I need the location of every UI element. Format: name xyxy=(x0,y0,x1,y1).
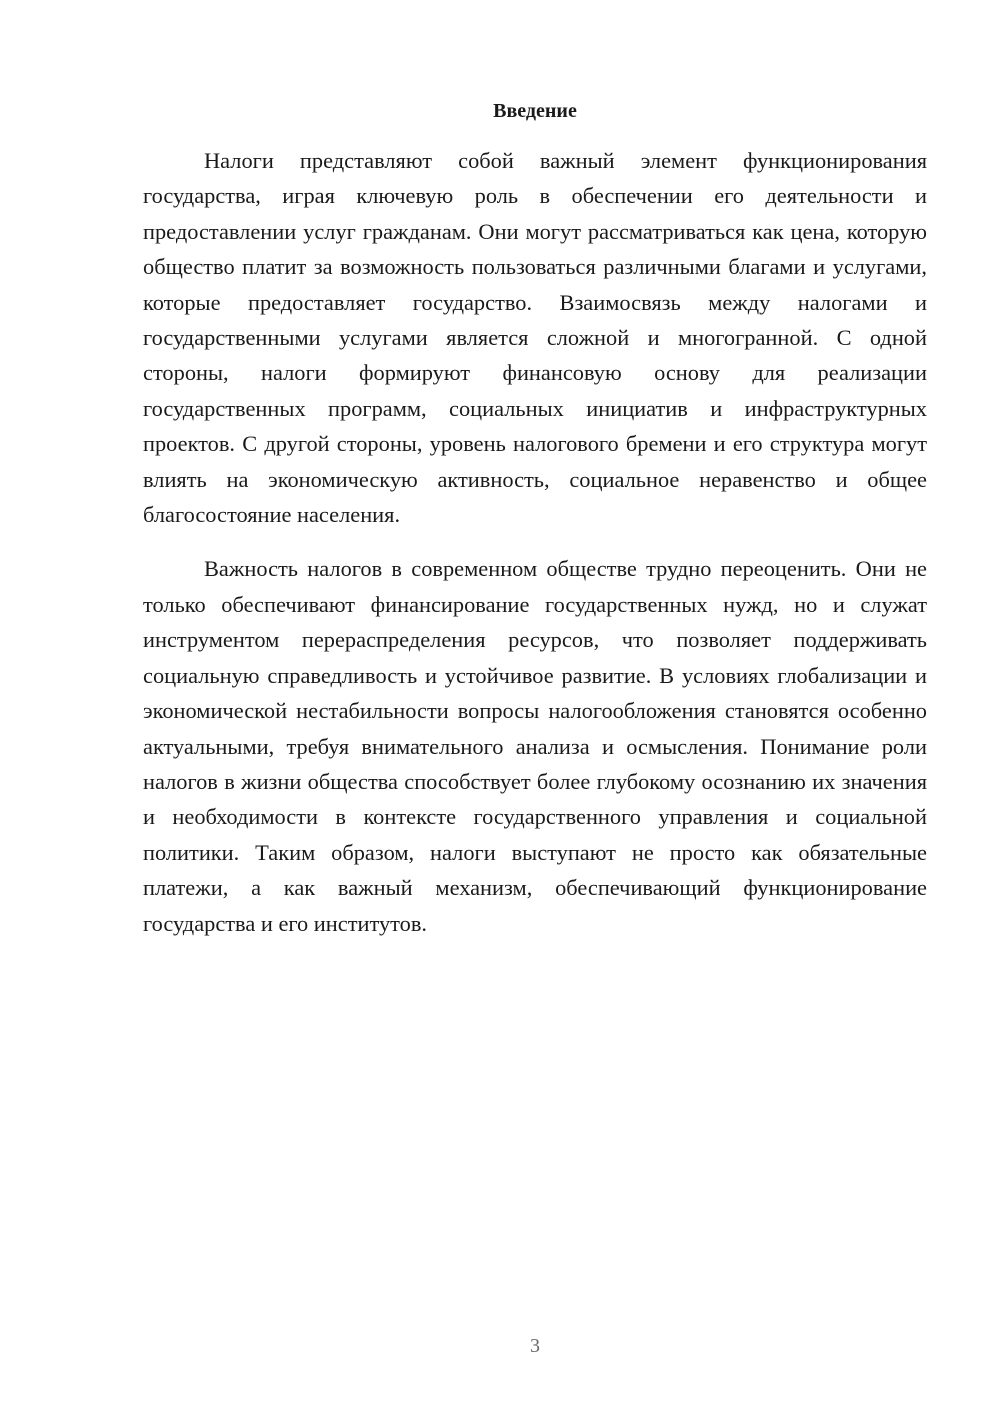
paragraph-2: Важность налогов в современном обществе трудно переоценить. Они не только обеспечивают финансирование государственных нужд, но и служат инструментом перераспределения ресурсов, что позволяет поддерживать социальную справедливость и устойчивое развитие. В условиях глобализации и экономической нестабильности вопросы налогообложения становятся особенно актуальными, требуя внимательного анализа и осмысления. Понимание роли налогов в жизни общества способствует более глубокому осознанию их значения и необходимости в контексте государственного управления и социальной политики. Таким образом, налоги выступают не просто как обязательные платежи, а как важный механизм, обеспечивающий функционирование государства и его институтов. xyxy=(143,556,927,936)
paragraph-1: Налоги представляют собой важный элемент функционирования государства, играя ключевую роль в обеспечении его деятельности и предоставлении услуг гражданам. Они могут рассматриваться как цена, которую общество платит за возможность пользоваться различными благами и услугами, которые предоставляет государство. Взаимосвязь между налогами и государственными услугами является сложной и многогранной. С одной стороны, налоги формируют финансовую основу для реализации государственных программ, социальных инициатив и инфраструктурных проектов. С другой стороны, уровень налогового бремени и его структура могут влиять на экономическую активность, социальное неравенство и общее благосостояние населения. xyxy=(143,148,927,528)
body-text xyxy=(143,143,927,941)
page-number: 3 xyxy=(530,1335,540,1357)
page-title: Введение xyxy=(493,100,577,122)
